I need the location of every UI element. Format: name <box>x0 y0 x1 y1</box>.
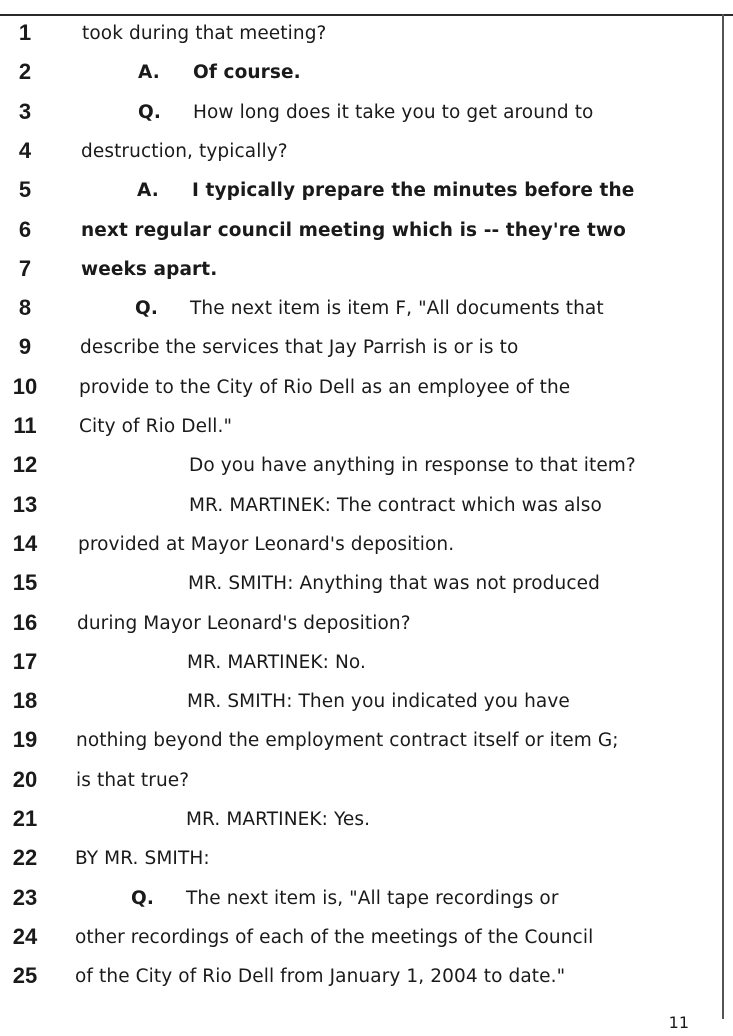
line-body: BY MR. SMITH: <box>75 848 210 870</box>
line-number: 24 <box>12 923 38 949</box>
transcript-line <box>0 608 720 644</box>
line-text <box>75 925 593 951</box>
line-number: 11 <box>13 413 37 438</box>
line-number: 19 <box>12 727 38 753</box>
line-body: The next item is, "All tape recordings or <box>186 887 559 909</box>
transcript-line <box>0 843 720 879</box>
line-number: 25 <box>12 963 38 989</box>
transcript-line <box>0 254 720 290</box>
line-text <box>131 886 559 912</box>
line-body: other recordings of each of the meetings of the Council <box>75 926 594 948</box>
line-number: 20 <box>12 766 38 792</box>
line-number: 17 <box>12 648 38 674</box>
line-text <box>81 257 217 283</box>
line-text <box>75 846 210 872</box>
line-body: MR. MARTINEK: Yes. <box>186 809 371 830</box>
transcript-line <box>0 568 720 604</box>
line-body: of the City of Rio Dell from January 1, 2004 to date." <box>75 966 566 988</box>
line-text <box>189 493 602 519</box>
right-margin-rule <box>722 14 724 1019</box>
line-body: City of Rio Dell." <box>79 416 233 437</box>
transcript-line <box>0 883 720 919</box>
transcript-line <box>0 175 720 211</box>
line-body: The next item is item F, "All documents that <box>190 298 604 320</box>
transcript-line <box>0 961 720 997</box>
transcript-line <box>0 411 720 447</box>
transcript-line <box>0 686 720 722</box>
transcript-line <box>0 293 720 329</box>
line-body: destruction, typically? <box>81 140 288 162</box>
transcript-line <box>0 215 720 251</box>
line-number: 4 <box>18 137 32 163</box>
line-body: I typically prepare the minutes before the <box>192 180 635 202</box>
transcript-line <box>0 57 720 93</box>
line-body: nothing beyond the employment contract itself or item G; <box>76 730 619 752</box>
line-number: 16 <box>12 609 38 635</box>
line-text <box>187 689 570 715</box>
transcript-line <box>0 804 720 840</box>
line-text <box>137 178 634 204</box>
line-text <box>75 964 565 990</box>
answer-marker: A. <box>137 180 159 202</box>
line-text <box>77 611 411 637</box>
line-body: provided at Mayor Leonard's deposition. <box>78 533 455 555</box>
line-number: 12 <box>12 452 38 478</box>
line-text <box>81 218 626 244</box>
line-text <box>187 650 366 676</box>
line-number: 14 <box>12 530 38 556</box>
transcript-line <box>0 765 720 801</box>
line-number: 21 <box>12 806 38 831</box>
line-number: 13 <box>12 491 38 517</box>
line-number: 10 <box>12 373 38 399</box>
line-number: 7 <box>18 255 32 281</box>
transcript-line <box>0 725 720 761</box>
line-text <box>82 21 326 47</box>
line-body: MR. MARTINEK: The contract which was also <box>189 494 602 516</box>
question-marker: Q. <box>135 298 158 320</box>
answer-marker: A. <box>138 62 160 84</box>
line-text <box>76 728 619 754</box>
line-text <box>186 807 370 833</box>
line-number: 22 <box>12 845 38 871</box>
transcript-line <box>0 450 720 486</box>
line-body: during Mayor Leonard's deposition? <box>77 612 411 634</box>
transcript-line <box>0 372 720 408</box>
line-text <box>79 414 232 440</box>
line-body: MR. SMITH: Then you indicated you have <box>187 691 570 713</box>
line-body: took during that meeting? <box>82 23 327 44</box>
line-number: 5 <box>18 177 32 203</box>
line-number: 9 <box>18 334 32 360</box>
line-number: 3 <box>18 98 32 124</box>
line-text <box>79 375 570 401</box>
line-body: provide to the City of Rio Dell as an employee of the <box>79 376 571 398</box>
line-text <box>138 60 301 86</box>
line-number: 18 <box>12 688 38 714</box>
line-text <box>80 335 518 361</box>
line-body: describe the services that Jay Parrish is or is to <box>80 337 519 359</box>
transcript-line <box>0 136 720 172</box>
line-text <box>135 296 604 322</box>
line-number: 6 <box>18 216 32 242</box>
line-text <box>189 453 636 479</box>
line-body: Of course. <box>193 62 301 84</box>
transcript-line <box>0 529 720 565</box>
transcript-line <box>0 922 720 958</box>
line-text <box>76 768 189 794</box>
transcript-line <box>0 18 720 54</box>
line-body: weeks apart. <box>81 258 218 280</box>
line-body: next regular council meeting which is -- they're two <box>81 219 626 241</box>
line-text <box>78 532 454 558</box>
line-number: 8 <box>18 295 32 321</box>
line-body: How long does it take you to get around to <box>193 101 594 123</box>
line-number: 2 <box>18 59 32 85</box>
line-text <box>188 571 600 597</box>
question-marker: Q. <box>138 101 161 123</box>
question-marker: Q. <box>131 887 154 909</box>
line-number: 1 <box>18 20 32 45</box>
line-number: 23 <box>12 884 38 910</box>
line-body: Do you have anything in response to that item? <box>189 455 636 477</box>
transcript-line <box>0 97 720 133</box>
transcript-line <box>0 490 720 526</box>
transcript-line <box>0 647 720 683</box>
line-body: MR. MARTINEK: No. <box>187 651 366 673</box>
page-number: 11 <box>668 1013 689 1032</box>
top-rule <box>0 14 733 16</box>
line-text <box>81 139 288 165</box>
line-number: 15 <box>12 570 38 596</box>
line-body: is that true? <box>76 769 190 791</box>
line-text <box>138 100 593 126</box>
line-body: MR. SMITH: Anything that was not produced <box>188 573 600 595</box>
transcript-line <box>0 332 720 368</box>
